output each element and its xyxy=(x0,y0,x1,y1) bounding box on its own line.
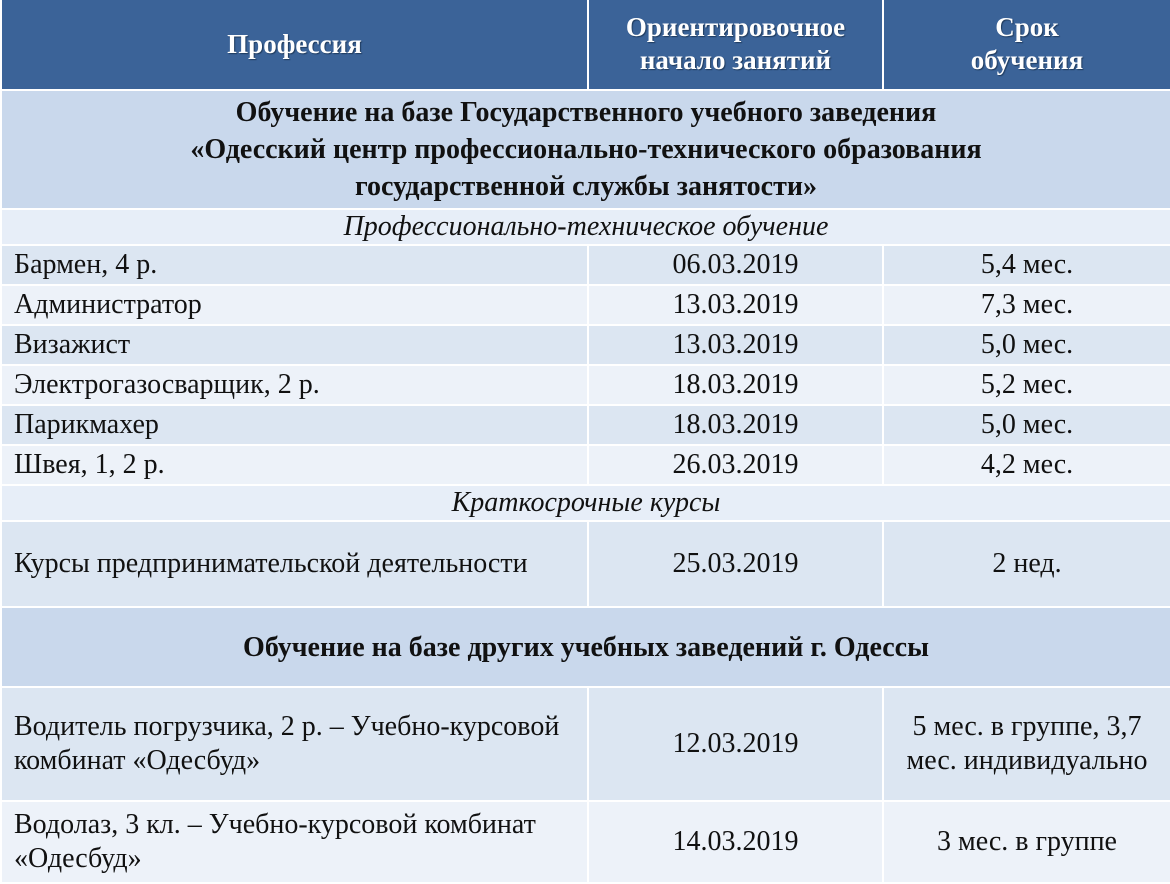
section-title-line3: государственной службы занятости» xyxy=(355,171,817,202)
table-row xyxy=(1,325,1170,365)
profession-cell: Электрогазосварщик, 2 р. xyxy=(1,365,588,405)
profession-cell: Парикмахер xyxy=(1,405,588,445)
table-row xyxy=(1,245,1170,285)
subsection-heading-short-courses xyxy=(1,485,1170,521)
table-row xyxy=(1,521,1170,607)
table-row xyxy=(1,365,1170,405)
duration-cell: 2 нед. xyxy=(883,521,1170,607)
duration-cell: 3 мес. в группе xyxy=(883,801,1170,883)
table-row xyxy=(1,801,1170,883)
table-row xyxy=(1,405,1170,445)
section-heading-state-center xyxy=(1,90,1170,209)
start-date-cell: 18.03.2019 xyxy=(588,365,883,405)
start-date-cell: 12.03.2019 xyxy=(588,687,883,801)
profession-cell: Водолаз, 3 кл. – Учебно-курсовой комбинат «Одесбуд» xyxy=(1,801,588,883)
profession-cell: Администратор xyxy=(1,285,588,325)
profession-cell: Бармен, 4 р. xyxy=(1,245,588,285)
header-duration: Срок обучения xyxy=(883,0,1170,90)
header-profession: Профессия xyxy=(1,0,588,90)
profession-cell: Водитель погрузчика, 2 р. – Учебно-курсовой комбинат «Одесбуд» xyxy=(1,687,588,801)
profession-cell: Швея, 1, 2 р. xyxy=(1,445,588,485)
start-date-cell: 14.03.2019 xyxy=(588,801,883,883)
start-date-cell: 06.03.2019 xyxy=(588,245,883,285)
duration-cell: 5 мес. в группе, 3,7 мес. индивидуально xyxy=(883,687,1170,801)
start-date-cell: 13.03.2019 xyxy=(588,285,883,325)
start-date-cell: 25.03.2019 xyxy=(588,521,883,607)
section-heading-other-schools xyxy=(1,607,1170,687)
subsection-heading-vocational xyxy=(1,209,1170,245)
section-title-line1: Обучение на базе Государственного учебного заведения xyxy=(235,97,937,128)
section-title: Обучение на базе других учебных заведений г. Одессы xyxy=(1,607,1170,687)
table-row xyxy=(1,687,1170,801)
profession-cell: Визажист xyxy=(1,325,588,365)
section-title-line2: «Одесский центр профессионально-технического образования xyxy=(190,134,982,165)
table-row xyxy=(1,445,1170,485)
subsection-title: Профессионально-техническое обучение xyxy=(1,209,1170,245)
duration-cell: 5,2 мес. xyxy=(883,365,1170,405)
start-date-cell: 26.03.2019 xyxy=(588,445,883,485)
duration-cell: 4,2 мес. xyxy=(883,445,1170,485)
start-date-cell: 13.03.2019 xyxy=(588,325,883,365)
subsection-title: Краткосрочные курсы xyxy=(1,485,1170,521)
table-header-row xyxy=(1,0,1170,90)
profession-cell: Курсы предпринимательской деятельности xyxy=(1,521,588,607)
duration-cell: 5,0 мес. xyxy=(883,325,1170,365)
duration-cell: 5,4 мес. xyxy=(883,245,1170,285)
duration-cell: 7,3 мес. xyxy=(883,285,1170,325)
table-row xyxy=(1,285,1170,325)
duration-cell: 5,0 мес. xyxy=(883,405,1170,445)
header-start-date: Ориентировочное начало занятий xyxy=(588,0,883,90)
start-date-cell: 18.03.2019 xyxy=(588,405,883,445)
